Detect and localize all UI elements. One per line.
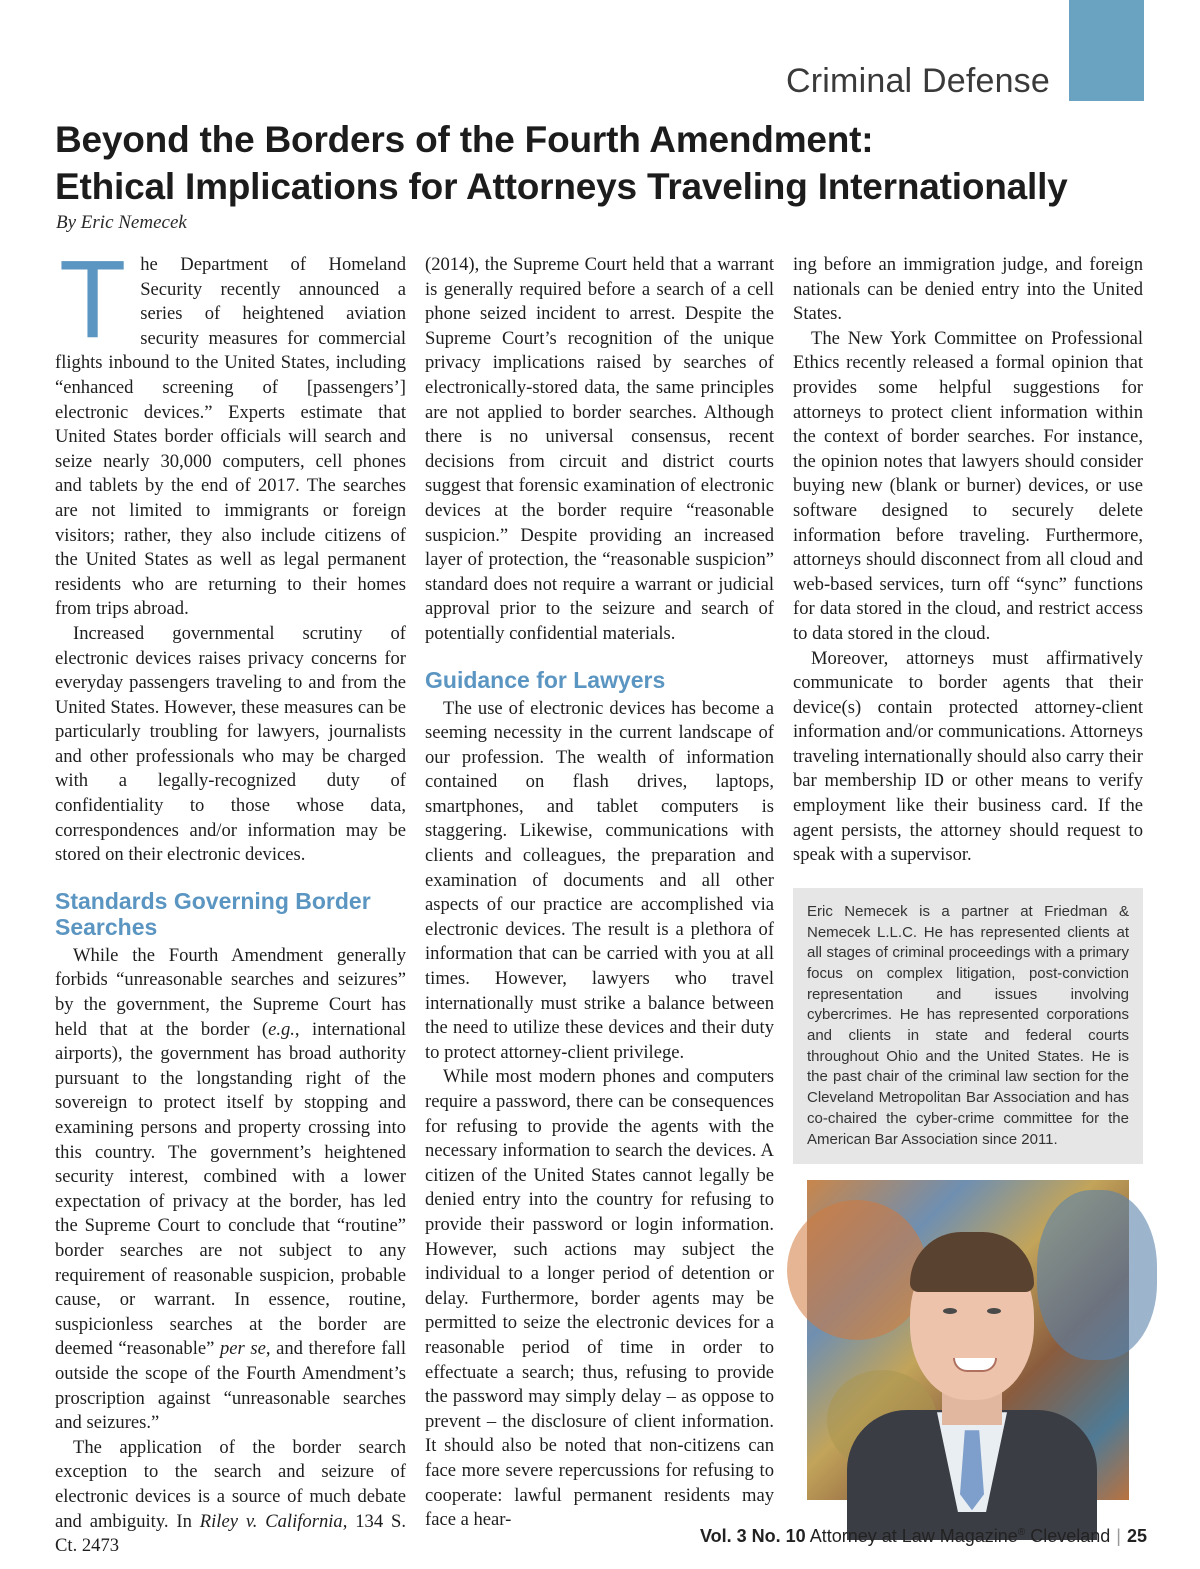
section-label: Criminal Defense [786, 62, 1050, 100]
magazine-city: Cleveland [1030, 1526, 1111, 1546]
author-bio: Eric Nemecek is a partner at Friedman & Nemecek L.L.C. He has represented clients at all stages of criminal proceedings with a primary focus on complex litigation, post-conviction representation and issues involving cybercrimes. He has represented corporations and clients in state and federal courts throughout Ohio and the United States. He is the past chair of the criminal law section for the Cleveland Metropolitan Bar Association and has co-chaired the cyber-crime committee for the American Bar Association since 2011. [807, 902, 1129, 1148]
text-run: While the Fourth Amendment generally forbids “unreasonable searches and seizures” by the government, the Supreme Court has held that at the border ( [55, 944, 406, 1040]
column-3 [793, 253, 1143, 1511]
text-run: , 134 S. Ct. 2473 [55, 1510, 406, 1557]
text-run: The application of the border search exception to the search and seizure of electronic devices is a source of much debate and ambiguity. In [55, 1436, 406, 1532]
paragraph: While most modern phones and computers require a password, there can be consequences for refusing to provide the agents with the necessary information to search the devices. A citizen of the United States cannot legally be denied entry into the country for refusing to provide their password or login information. However, such actions may subject the individual to a longer period of detention or delay. Furthermore, border agents may be permitted to seize the electronic devices for a reasonable period of time in order to effectuate a search; thus, refusing to provide the password may simply delay – as oppose to prevent – the disclosure of client information. It should also be noted that non-citizens can face more severe repercussions for refusing to cooperate: lawful permanent residents may face a hear- [425, 1066, 774, 1531]
paragraph [55, 944, 406, 1436]
drop-cap: T [59, 238, 127, 361]
title-line-2: Ethical Implications for Attorneys Traveling Internationally [55, 166, 1068, 207]
paragraph: Moreover, attorneys must affirmatively communicate to border agents that their device(s) contain protected attorney-client information and/or communications. Attorneys traveling internationally should also carry their bar membership ID or other means to verify employment like their business card. If the agent persists, the attorney should request to speak with a supervisor. [793, 647, 1143, 866]
photo-background-shape [1037, 1190, 1157, 1360]
paragraph: The use of electronic devices has become a seeming necessity in the current landscape of our profession. The wealth of information contained on flash drives, laptops, smartphones, and tablet computers is staggering. Likewise, communications with clients and colleagues, the preparation and examination of documents and all other aspects of our practice are accomplished via electronic devices. The result is a plethora of information that can be carried with you at all times. However, lawyers who travel internationally must strike a balance between the need to utilize these devices and their duty to protect attorney-client privilege. [425, 697, 774, 1063]
author-bio-box [793, 888, 1143, 1164]
issue-volume: Vol. 3 No. 10 [699, 1526, 806, 1546]
intro-text: he Department of Homeland Security recently announced a series of heightened aviation security measures for commercial flights inbound to the United States, including “enhanced screening of [passengers’] electronic devices.” Experts estimate that United States border officials will search and seize nearly 30,000 computers, cell phones and tablets by the end of 2017. The searches are not limited to immigrants or foreign visitors; rather, they also include citizens of the United States as well as legal permanent residents who are returning to their homes from trips abroad. [55, 254, 406, 620]
italic-text: per se [220, 1338, 266, 1360]
text-run: , and therefore fall outside the scope of the Fourth Amendment’s proscription against “unreasonable searches and seizures.” [55, 1338, 406, 1434]
paragraph: ing before an immigration judge, and foreign nationals can be denied entry into the United States. [793, 254, 1143, 325]
section-heading: Guidance for Lawyers [425, 666, 666, 693]
title-line-1: Beyond the Borders of the Fourth Amendment: [55, 119, 874, 160]
page-footer [700, 1526, 1147, 1547]
byline: By Eric Nemecek [56, 212, 187, 233]
registered-mark: ® [1017, 1527, 1026, 1538]
footer-separator: | [1116, 1526, 1121, 1546]
page-number: 25 [1126, 1526, 1147, 1546]
text-run: , international airports), the government has broad authority pursuant to the longstanding right of the sovereign to protect itself by stopping and examining persons and property crossing into this country. The government’s heightened security interest, combined with a lower expectation of privacy at the border, has led the Supreme Court to conclude that “routine” border searches are not subject to any requirement of reasonable suspicion, probable cause, or warrant. In essence, routine, suspicionless searches at the border are deemed “reasonable” [55, 1018, 406, 1360]
case-citation: Riley v. California [199, 1510, 343, 1532]
paragraph: Increased governmental scrutiny of electronic devices raises privacy concerns for everyday passengers traveling to and from the United States. However, these measures can be particularly troubling for lawyers, journalists and other professionals who may be charged with a legally-recognized duty of confidentiality to those whose data, correspondences and/or information may be stored on their electronic devices. [55, 622, 406, 866]
author-photo [807, 1180, 1129, 1500]
section-color-tab [1069, 0, 1144, 101]
italic-text: e.g. [268, 1018, 295, 1040]
section-heading: Standards Governing Border Searches [55, 887, 371, 940]
column-1 [55, 238, 406, 1557]
paragraph: The New York Committee on Professional Ethics recently released a formal opinion that provides some helpful suggestions for attorneys to protect client information within the context of border searches. For instance, the opinion notes that lawyers should consider buying new (blank or burner) devices, or use software designed to securely delete information before traveling. Furthermore, attorneys should disconnect from all cloud and web-based services, turn off “sync” functions for data stored in the cloud, and restrict access to data stored in the cloud. [793, 327, 1143, 644]
photo-background-shape [787, 1200, 927, 1340]
paragraph [55, 1436, 406, 1559]
column-2 [425, 253, 774, 1531]
photo-hair [910, 1232, 1034, 1292]
magazine-name: Attorney at Law Magazine [809, 1526, 1018, 1546]
article-title [55, 116, 1165, 210]
paragraph: (2014), the Supreme Court held that a warrant is generally required before a search of a cell phone seized incident to arrest. Despite the Supreme Court’s recognition of the unique privacy implications raised by searches of electronically-stored data, the same principles are not applied to border searches. Although there is no universal consensus, recent decisions from circuit and district courts suggest that forensic examination of electronic devices at the border require “reasonable suspicion.” Despite providing an increased layer of protection, the “reasonable suspicion” standard does not require a warrant or judicial approval prior to the seizure and search of potentially confidential materials. [425, 254, 774, 644]
intro-paragraph [55, 238, 406, 622]
